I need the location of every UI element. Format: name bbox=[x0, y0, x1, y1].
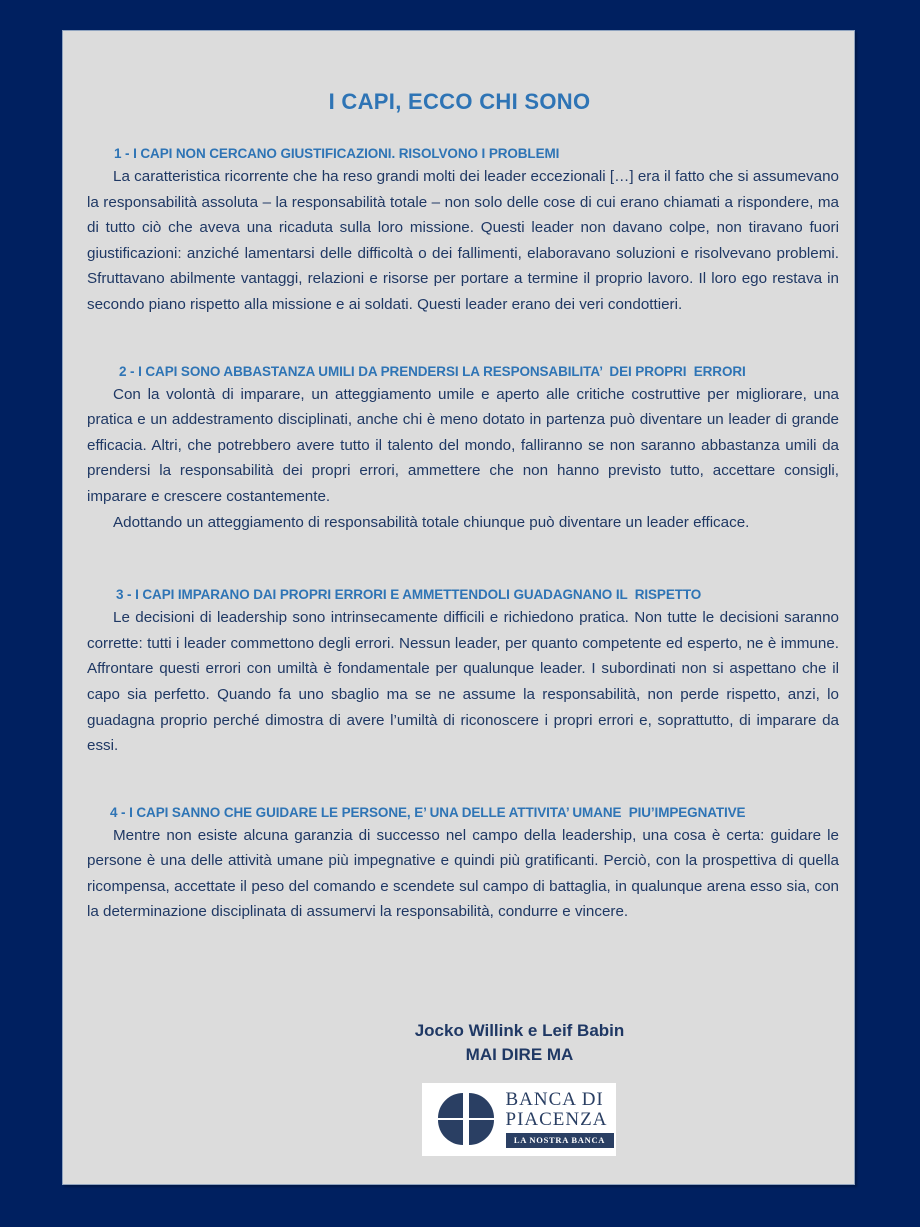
section-1-heading: 1 - I CAPI NON CERCANO GIUSTIFICAZIONI. RISOLVONO I PROBLEMI bbox=[114, 146, 560, 161]
logo-line-2: PIACENZA bbox=[505, 1109, 608, 1130]
section-1 bbox=[86, 146, 841, 318]
logo-tagline: LA NOSTRA BANCA bbox=[506, 1133, 614, 1148]
section-3 bbox=[86, 587, 841, 759]
section-2-paragraph-2: Adottando un atteggiamento di responsabilità totale chiunque può diventare un leader efficace. bbox=[113, 513, 750, 531]
attribution-authors: Jocko Willink e Leif Babin bbox=[414, 1021, 625, 1040]
section-4-paragraph-1: Mentre non esiste alcuna garanzia di successo nel campo della leadership, una cosa è certa: guidare le persone è una delle attività umane più impegnative e quindi più gratificanti. Perciò, con la prospettiva di quella ricompensa, accettate il peso del comando e scendete sul campo di battaglia, in qualunque arena esso sia, con la determinazione disciplinata di assumervi la responsabilità, condurre e vincere. bbox=[87, 826, 839, 921]
logo-wordmark bbox=[506, 1090, 610, 1130]
section-3-heading: 3 - I CAPI IMPARANO DAI PROPRI ERRORI E AMMETTENDOLI GUADAGNANO IL RISPETTO bbox=[116, 587, 702, 603]
logo-line-1: BANCA DI bbox=[505, 1089, 604, 1110]
section-4-heading: 4 - I CAPI SANNO CHE GUIDARE LE PERSONE, E’ UNA DELLE ATTIVITA’ UMANE PIU’IMPEGNATIVE bbox=[110, 804, 746, 820]
banca-di-piacenza-butterfly-mark-icon bbox=[436, 1091, 498, 1147]
document-content bbox=[86, 146, 841, 925]
section-2-paragraph-1: Con la volontà di imparare, un atteggiamento umile e aperto alle critiche costruttive per migliorare, una pratica e un addestramento disciplinati, anche chi è meno dotato in partenza può diventare un leader di grande efficacia. Altri, che potrebbero avere tutto il talento del mondo, falliranno se non saranno abbastanza umili da prendersi la responsabilità dei propri errori, ammettere che non hanno previsto tutto, accettare consigli, imparare e crescere costantemente. bbox=[87, 385, 839, 505]
page-title: I CAPI, ECCO CHI SONO bbox=[328, 89, 591, 114]
document-panel bbox=[62, 30, 855, 1185]
section-4 bbox=[86, 805, 841, 925]
logo-area bbox=[63, 1083, 856, 1156]
section-3-paragraph-1: Le decisioni di leadership sono intrinsecamente difficili e richiedono pratica. Non tutte le decisioni saranno corrette: tutti i leader commettono degli errori. Nessun leader, per quanto competente ed esperto, ne è immune. Affrontare questi errori con umiltà è fondamentale per qualunque leader. I subordinati non si aspettano che il capo sia perfetto. Quando fa uno sbaglio ma se ne assume la responsabilità, non perde rispetto, anzi, lo guadagna proprio perché dimostra di avere l’umiltà di riconoscere i propri errori e, soprattutto, di imparare da essi. bbox=[87, 609, 839, 755]
section-gap-2 bbox=[86, 535, 841, 587]
section-2-heading: 2 - I CAPI SONO ABBASTANZA UMILI DA PRENDERSI LA RESPONSABILITA’ DEI PROPRI ERRORI bbox=[119, 363, 746, 379]
section-gap-3 bbox=[86, 759, 841, 805]
attribution-source: MAI DIRE MA bbox=[465, 1045, 574, 1064]
section-gap-1 bbox=[86, 318, 841, 364]
attribution-block bbox=[63, 1019, 856, 1067]
bank-logo bbox=[422, 1083, 616, 1156]
section-1-paragraph-1: La caratteristica ricorrente che ha reso grandi molti dei leader eccezionali […] era il fatto che si assumevano la responsabilità assoluta – la responsabilità totale – non solo delle cose di cui erano chiamati a rispondere, ma di tutto ciò che aveva una ricaduta sulla loro missione. Questi leader non davano colpe, non tiravano fuori giustificazioni: anziché lamentarsi delle difficoltà o dei fallimenti, elaboravano soluzioni e risolvevano problemi. Sfruttavano abilmente vantaggi, relazioni e risorse per portare a termine il proprio lavoro. Il loro ego restava in secondo piano rispetto alla missione e ai soldati. Questi leader erano dei veri condottieri. bbox=[87, 168, 839, 313]
section-2 bbox=[86, 364, 841, 536]
